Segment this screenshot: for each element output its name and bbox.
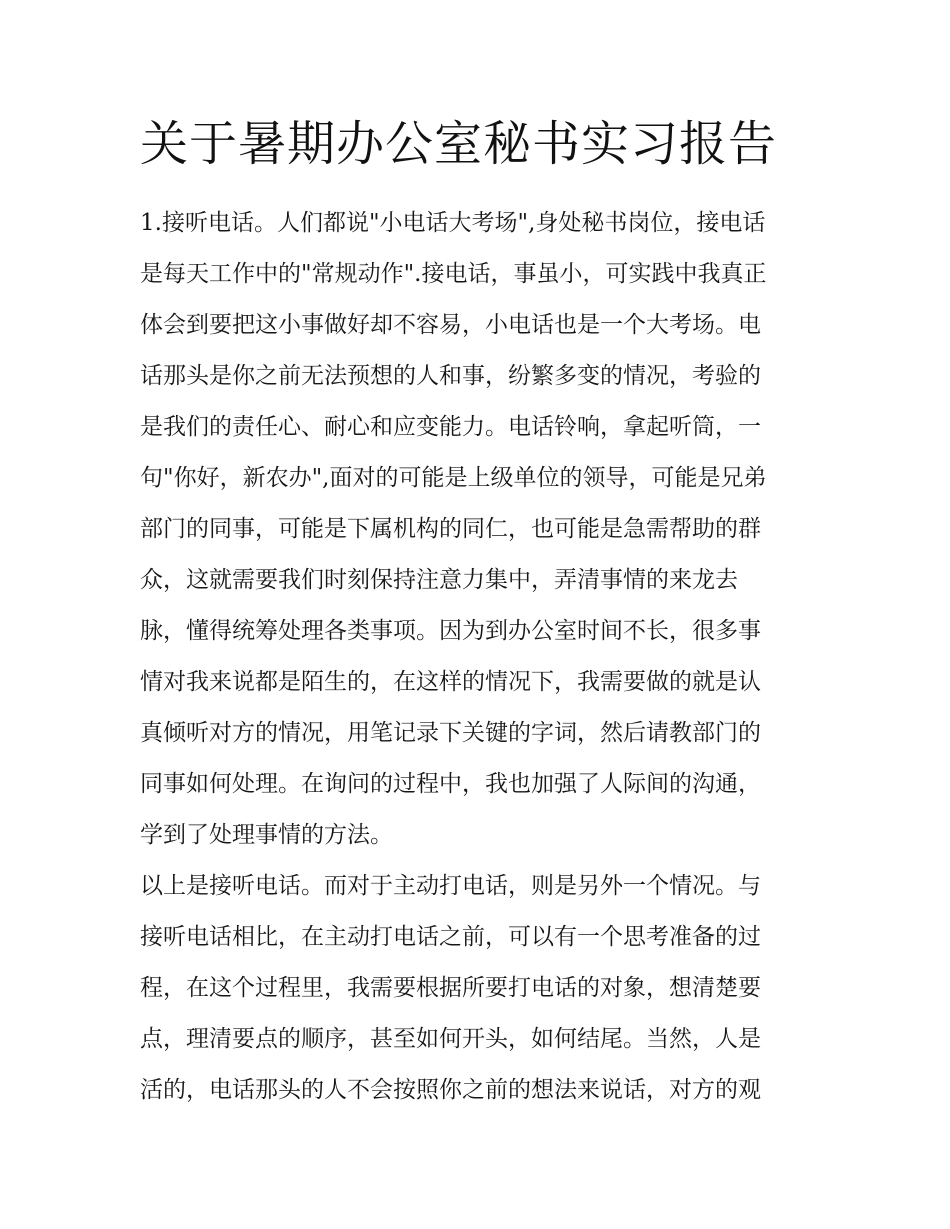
body-line: 众，这就需要我们时刻保持注意力集中，弄清事情的来龙去 [140, 567, 738, 593]
body-line: 是我们的责任心、耐心和应变能力。电话铃响，拿起听筒，一 [140, 414, 761, 440]
body-line: 话那头是你之前无法预想的人和事，纷繁多变的情况，考验的 [140, 363, 761, 389]
body-line: 1.接听电话。人们都说"小电话大考场",身处秘书岗位，接电话 [140, 210, 766, 236]
body-line: 以上是接听电话。而对于主动打电话，则是另外一个情况。与 [140, 873, 761, 899]
body-line: 情对我来说都是陌生的，在这样的情况下，我需要做的就是认 [140, 669, 761, 695]
body-line: 学到了处理事情的方法。 [140, 822, 393, 848]
body-line: 是每天工作中的"常规动作".接电话，事虽小，可实践中我真正 [140, 261, 767, 287]
body-line: 同事如何处理。在询问的过程中，我也加强了人际间的沟通， [140, 771, 761, 797]
document-body [140, 200, 812, 1118]
body-line: 句"你好，新农办",面对的可能是上级单位的领导，可能是兄弟 [140, 465, 767, 491]
body-line: 活的，电话那头的人不会按照你之前的想法来说话，对方的观 [140, 1077, 761, 1103]
body-line: 接听电话相比，在主动打电话之前，可以有一个思考准备的过 [140, 924, 761, 950]
body-line: 部门的同事，可能是下属机构的同仁，也可能是急需帮助的群 [140, 516, 761, 542]
body-line: 程，在这个过程里，我需要根据所要打电话的对象，想清楚要 [140, 975, 761, 1001]
document-title: 关于暑期办公室秘书实习报告 [140, 116, 778, 172]
body-line: 体会到要把这小事做好却不容易，小电话也是一个大考场。电 [140, 312, 761, 338]
body-line: 脉，懂得统筹处理各类事项。因为到办公室时间不长，很多事 [140, 618, 761, 644]
body-line: 点，理清要点的顺序，甚至如何开头，如何结尾。当然，人是 [140, 1026, 761, 1052]
body-line: 真倾听对方的情况，用笔记录下关键的字词，然后请教部门的 [140, 720, 761, 746]
